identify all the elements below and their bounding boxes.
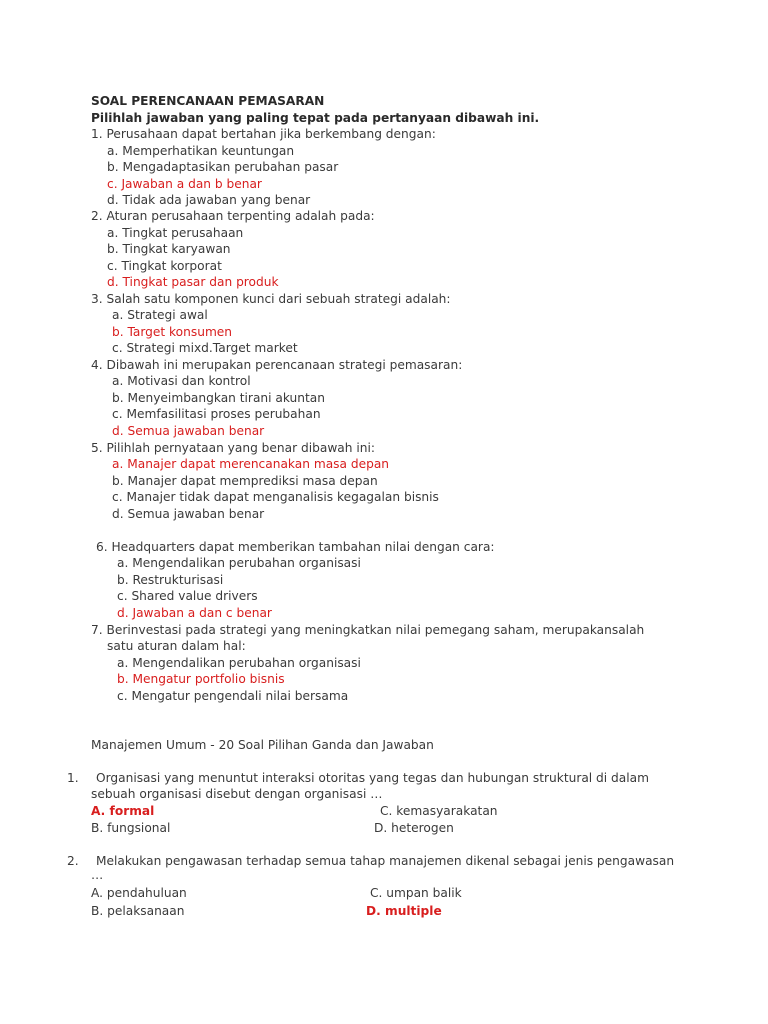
quiz2-title: Manajemen Umum - 20 Soal Pilihan Ganda dan Jawaban (91, 738, 434, 752)
q5-option-a-correct: a. Manajer dapat merencanakan masa depan (112, 457, 390, 471)
q1-option-c-correct: c. Jawaban a dan b benar (107, 177, 262, 191)
q1-option-d: d. Tidak ada jawaban yang benar (107, 193, 311, 207)
q3-option-c: c. Strategi mixd.Target market (112, 341, 298, 355)
q5-option-d: d. Semua jawaban benar (112, 507, 265, 521)
q7-option-b-correct: b. Mengatur portfolio bisnis (117, 672, 285, 686)
question-5-text: 5. Pilihlah pernyataan yang benar dibawah ini: (91, 441, 375, 455)
q2-1-text-line1: Organisasi yang menuntut interaksi otoritas yang tegas dan hubungan struktural di dalam (96, 771, 649, 785)
q1-option-b: b. Mengadaptasikan perubahan pasar (107, 160, 339, 174)
quiz1-title: SOAL PERENCANAAN PEMASARAN (91, 94, 325, 108)
q3-option-a: a. Strategi awal (112, 308, 208, 322)
q2-2-text-line1: Melakukan pengawasan terhadap semua tahap manajemen dikenal sebagai jenis pengawasan (96, 854, 675, 868)
q4-option-c: c. Memfasilitasi proses perubahan (112, 407, 321, 421)
q1-option-a: a. Memperhatikan keuntungan (107, 144, 295, 158)
q2-option-b: b. Tingkat karyawan (107, 242, 231, 256)
q2-1-option-c: C. kemasyarakatan (380, 804, 498, 818)
q2-1-option-a-correct: A. formal (91, 804, 155, 818)
q2-2-option-a: A. pendahuluan (91, 886, 187, 900)
q6-option-c: c. Shared value drivers (117, 589, 258, 603)
quiz1-instruction: Pilihlah jawaban yang paling tepat pada pertanyaan dibawah ini. (91, 111, 540, 125)
q3-option-b-correct: b. Target konsumen (112, 325, 233, 339)
question-1-text: 1. Perusahaan dapat bertahan jika berkembang dengan: (91, 127, 436, 141)
question-7-text-cont: satu aturan dalam hal: (107, 639, 246, 653)
q6-option-d-correct: d. Jawaban a dan c benar (117, 606, 272, 620)
q2-2-option-d-correct: D. multiple (366, 904, 442, 918)
question-3-text: 3. Salah satu komponen kunci dari sebuah strategi adalah: (91, 292, 451, 306)
q5-option-b: b. Manajer dapat memprediksi masa depan (112, 474, 378, 488)
q4-option-a: a. Motivasi dan kontrol (112, 374, 251, 388)
q2-1-text-line2: sebuah organisasi disebut dengan organisasi … (91, 787, 383, 801)
q2-2-option-c: C. umpan balik (370, 886, 462, 900)
q2-1-option-d: D. heterogen (374, 821, 454, 835)
q4-option-d-correct: d. Semua jawaban benar (112, 424, 265, 438)
q7-option-a: a. Mengendalikan perubahan organisasi (117, 656, 361, 670)
q2-option-d-correct: d. Tingkat pasar dan produk (107, 275, 279, 289)
q2-2-option-b: B. pelaksanaan (91, 904, 185, 918)
q2-option-a: a. Tingkat perusahaan (107, 226, 244, 240)
q6-option-b: b. Restrukturisasi (117, 573, 224, 587)
q5-option-c: c. Manajer tidak dapat menganalisis kegagalan bisnis (112, 490, 439, 504)
q2-2-text-line2: … (91, 868, 104, 882)
question-6-text: 6. Headquarters dapat memberikan tambahan nilai dengan cara: (96, 540, 495, 554)
question-2-text: 2. Aturan perusahaan terpenting adalah pada: (91, 209, 375, 223)
question-7-text: 7. Berinvestasi pada strategi yang meningkatkan nilai pemegang saham, merupakansalah (91, 623, 645, 637)
q7-option-c: c. Mengatur pengendali nilai bersama (117, 689, 349, 703)
q2-2-number: 2. (67, 854, 79, 868)
q2-option-c: c. Tingkat korporat (107, 259, 222, 273)
q2-1-number: 1. (67, 771, 79, 785)
q4-option-b: b. Menyeimbangkan tirani akuntan (112, 391, 325, 405)
question-4-text: 4. Dibawah ini merupakan perencanaan strategi pemasaran: (91, 358, 463, 372)
q2-1-option-b: B. fungsional (91, 821, 171, 835)
q6-option-a: a. Mengendalikan perubahan organisasi (117, 556, 361, 570)
